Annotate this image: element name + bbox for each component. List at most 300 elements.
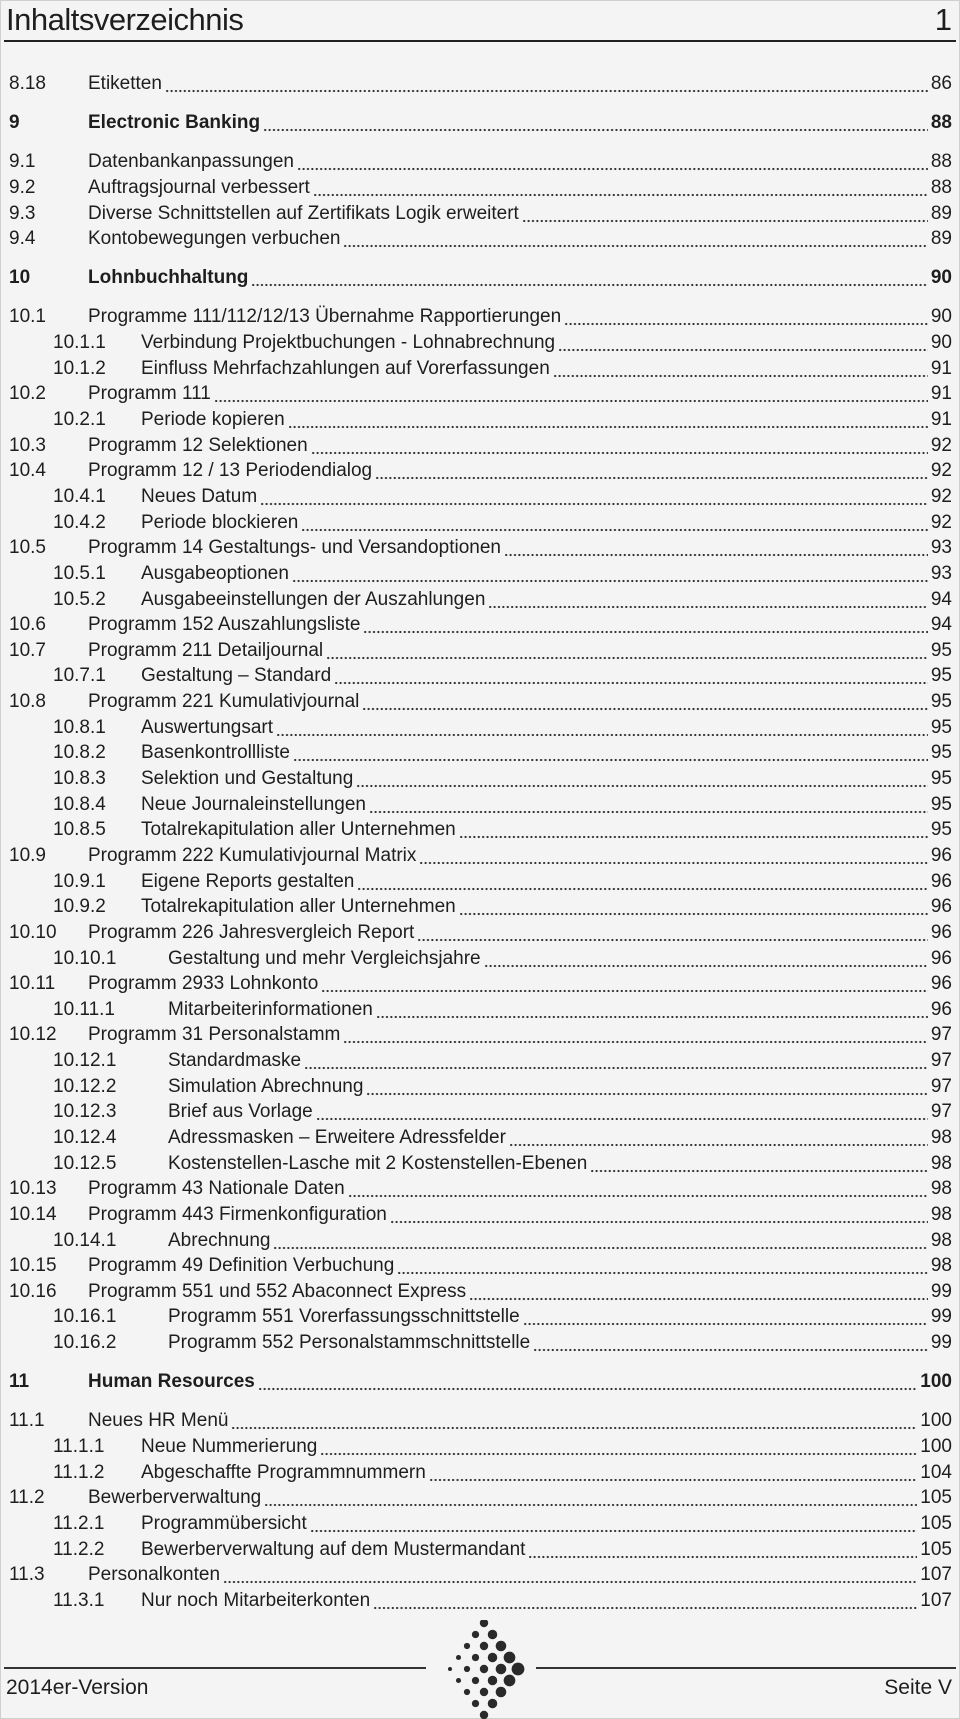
dot-leader	[469, 1279, 928, 1305]
logo-dot	[488, 1630, 498, 1640]
dot-leader	[316, 1099, 928, 1125]
toc-entry-page: 89	[930, 228, 952, 250]
toc-entry-title[interactable]: Programm 552 Personalstammschnittstelle	[168, 1332, 531, 1354]
logo-dot	[488, 1676, 498, 1686]
toc-entry-number: 10.16.2	[53, 1332, 117, 1354]
toc-entry-title[interactable]: Programm 31 Personalstamm	[88, 1024, 341, 1046]
toc-entry[interactable]	[0, 510, 960, 536]
toc-entry-page: 95	[930, 819, 952, 841]
toc-entry-number: 10.10	[9, 921, 57, 943]
toc-chapter-entry[interactable]	[0, 110, 960, 136]
logo-dot	[464, 1689, 470, 1695]
toc-entry[interactable]	[0, 1588, 960, 1614]
toc-entry-title[interactable]: Programm 49 Definition Verbuchung	[88, 1255, 395, 1277]
footer-divider-left	[4, 1667, 426, 1669]
toc-entry-page: 100	[920, 1436, 952, 1458]
toc-entry-title[interactable]: Gestaltung und mehr Vergleichsjahre	[168, 947, 481, 969]
toc-entry[interactable]	[0, 1074, 960, 1100]
toc-entry[interactable]	[0, 587, 960, 613]
toc-entry-number: 10.4	[9, 460, 46, 482]
toc-entry-page: 95	[930, 665, 952, 687]
dot-leader	[297, 149, 928, 175]
toc-entry-title[interactable]: Abrechnung	[168, 1229, 271, 1251]
toc-entry-page: 95	[930, 716, 952, 738]
toc-entry-title[interactable]: Programm 551 Vorerfassungsschnittstelle	[168, 1306, 520, 1328]
toc-entry-number: 10.3	[9, 434, 46, 456]
toc-entry-number: 9.4	[9, 228, 36, 250]
toc-entry[interactable]	[0, 946, 960, 972]
dot-leader	[522, 201, 928, 227]
toc-entry[interactable]	[0, 304, 960, 330]
dot-leader	[304, 1048, 928, 1074]
logo-dot	[472, 1631, 479, 1638]
toc-entry-title[interactable]: Ausgabeeinstellungen der Auszahlungen	[141, 588, 486, 610]
dot-leader	[373, 1588, 917, 1614]
toc-entry[interactable]	[0, 894, 960, 920]
toc-entry-number: 10.12.2	[53, 1075, 117, 1097]
toc-entry-title[interactable]: Neues HR Menü	[88, 1410, 229, 1432]
toc-entry-title[interactable]: Bewerberverwaltung auf dem Mustermandant	[141, 1538, 526, 1560]
toc-entry-title[interactable]: Ausgabeoptionen	[141, 562, 289, 584]
toc-entry-page: 104	[920, 1461, 952, 1483]
logo-dot	[504, 1652, 516, 1664]
toc-entry-page: 88	[930, 176, 952, 198]
logo-dot	[464, 1643, 470, 1649]
toc-entry-page: 86	[930, 73, 952, 94]
toc-entry-number: 11	[9, 1370, 30, 1392]
toc-entry-title[interactable]: Mitarbeiterinformationen	[168, 998, 373, 1020]
toc-entry[interactable]	[0, 638, 960, 664]
toc-entry-title[interactable]: Kostenstellen-Lasche mit 2 Kostenstellen-Ebenen	[168, 1152, 588, 1174]
dot-leader	[459, 894, 928, 920]
toc-entry-number: 10.8.2	[53, 742, 106, 764]
toc-chapter-entry[interactable]	[0, 265, 960, 291]
toc-entry-number: 10.14	[9, 1203, 57, 1225]
toc-entry-page: 95	[930, 691, 952, 713]
dot-leader	[417, 920, 928, 946]
toc-entry-number: 10.12.5	[53, 1152, 117, 1174]
toc-entry[interactable]	[0, 381, 960, 407]
toc-entry-page: 92	[930, 460, 952, 482]
toc-entry-number: 10.16.1	[53, 1306, 117, 1328]
toc-entry-title[interactable]: Simulation Abrechnung	[168, 1075, 364, 1097]
toc-entry[interactable]	[0, 1253, 960, 1279]
logo-dot	[472, 1700, 479, 1707]
toc-entry[interactable]	[0, 149, 960, 175]
toc-entry-title[interactable]: Selektion und Gestaltung	[141, 768, 354, 790]
toc-entry-page: 96	[930, 998, 952, 1020]
toc-entry-page: 91	[930, 383, 952, 405]
toc-entry[interactable]	[0, 1330, 960, 1356]
logo-dot	[480, 1711, 488, 1719]
toc-entry-number: 10.5	[9, 537, 46, 559]
toc-entry-number: 10.8.5	[53, 819, 106, 841]
toc-entry-title[interactable]: Auswertungsart	[141, 716, 274, 738]
dot-leader	[313, 175, 928, 201]
toc-entry-title[interactable]: Programme 111/112/12/13 Übernahme Rapportierungen	[88, 306, 562, 328]
toc-entry[interactable]	[0, 612, 960, 638]
toc-entry[interactable]	[0, 740, 960, 766]
toc-entry[interactable]	[0, 1279, 960, 1305]
toc-entry-title[interactable]: Diverse Schnittstellen auf Zertifikats Logik erweitert	[88, 202, 519, 224]
dot-leader	[564, 304, 928, 330]
toc-entry-number: 10.9.2	[53, 896, 106, 918]
toc-entry[interactable]	[0, 843, 960, 869]
dot-leader	[357, 869, 927, 895]
toc-entry-number: 10.16	[9, 1280, 57, 1302]
toc-entry-page: 88	[930, 111, 952, 133]
toc-entry-number: 10.1	[9, 306, 46, 328]
toc-entry-number: 10.1.1	[53, 332, 106, 354]
toc-entry-title[interactable]: Adressmasken – Erweitere Adressfelder	[168, 1126, 506, 1148]
toc-entry[interactable]	[0, 330, 960, 356]
toc-entry-number: 10.8.4	[53, 793, 106, 815]
toc-entry-title[interactable]: Verbindung Projektbuchungen - Lohnabrechnung	[141, 332, 556, 354]
dot-leader	[553, 356, 928, 382]
toc-entry[interactable]	[0, 201, 960, 227]
toc-entry[interactable]	[0, 1460, 960, 1486]
toc-entry-number: 10.4.2	[53, 511, 106, 533]
toc-entry-number: 10.5.2	[53, 588, 106, 610]
toc-entry-number: 10.14.1	[53, 1229, 117, 1251]
dot-leader	[504, 535, 928, 561]
toc-entry-page: 92	[930, 485, 952, 507]
logo-dot	[456, 1655, 461, 1660]
toc-entry-title[interactable]: Programmübersicht	[141, 1512, 307, 1534]
toc-entry-number: 10.7	[9, 639, 46, 661]
toc-entry-page: 96	[930, 973, 952, 995]
toc-entry[interactable]	[0, 356, 960, 382]
header-page-number: 1	[934, 2, 952, 37]
toc-entry-title[interactable]: Einfluss Mehrfachzahlungen auf Vorerfassungen	[141, 357, 550, 379]
dot-leader	[288, 407, 928, 433]
toc-entry[interactable]	[0, 484, 960, 510]
toc-entry[interactable]	[0, 535, 960, 561]
toc-entry-title[interactable]: Totalrekapitulation aller Unternehmen	[141, 819, 456, 841]
toc-entry[interactable]	[0, 920, 960, 946]
toc-entry[interactable]	[0, 226, 960, 252]
toc-entry[interactable]	[0, 817, 960, 843]
toc-entry-number: 8.18	[9, 73, 46, 94]
page-title: Inhaltsverzeichnis	[6, 2, 244, 37]
toc-entry-number: 11.2.2	[53, 1538, 105, 1560]
toc-entry[interactable]	[0, 1511, 960, 1537]
logo-dot	[504, 1675, 516, 1687]
toc-entry-title[interactable]: Datenbankanpassungen	[88, 151, 295, 173]
toc-entry-title[interactable]: Programm 551 und 552 Abaconnect Express	[88, 1280, 467, 1302]
toc-entry-title[interactable]: Standardmaske	[168, 1050, 302, 1072]
logo-dot	[488, 1699, 498, 1709]
toc-entry-title[interactable]: Programm 43 Nationale Daten	[88, 1178, 345, 1200]
toc-entry-number: 10.1.2	[53, 357, 106, 379]
toc-entry-number: 11.3	[9, 1564, 45, 1586]
header-divider	[4, 40, 956, 42]
toc-entry-number: 10.12.1	[53, 1050, 117, 1072]
toc-entry-page: 96	[930, 947, 952, 969]
toc-entry-title[interactable]: Basenkontrollliste	[141, 742, 290, 764]
toc-entry-title[interactable]: Human Resources	[88, 1370, 255, 1392]
dot-leader	[523, 1304, 928, 1330]
toc-entry-number: 10.8	[9, 691, 46, 713]
toc-entry-title[interactable]: Etiketten	[88, 73, 162, 94]
dot-leader	[258, 1369, 917, 1395]
dot-leader	[509, 1125, 928, 1151]
toc-entry-page: 96	[930, 896, 952, 918]
dot-leader	[223, 1562, 917, 1588]
toc-entry-page: 96	[930, 870, 952, 892]
toc-entry-page: 95	[930, 742, 952, 764]
toc-entry-title[interactable]: Neue Nummerierung	[141, 1436, 318, 1458]
toc-entry-title[interactable]: Periode kopieren	[141, 409, 285, 431]
toc-entry-title[interactable]: Programm 2933 Lohnkonto	[88, 973, 319, 995]
toc-entry-number: 10.15	[9, 1255, 57, 1277]
toc-entry[interactable]	[0, 766, 960, 792]
toc-entry-page: 91	[930, 357, 952, 379]
toc-entry-title[interactable]: Gestaltung – Standard	[141, 665, 332, 687]
toc-entry[interactable]	[0, 1434, 960, 1460]
toc-entry[interactable]	[0, 1048, 960, 1074]
toc-entry[interactable]	[0, 1099, 960, 1125]
dot-leader	[165, 71, 928, 97]
dot-leader	[214, 381, 928, 407]
toc-entry-page: 95	[930, 768, 952, 790]
dot-leader	[348, 1176, 928, 1202]
toc-entry[interactable]	[0, 1022, 960, 1048]
toc-entry[interactable]	[0, 1151, 960, 1177]
toc-entry[interactable]	[0, 1485, 960, 1511]
toc-entry-page: 96	[930, 844, 952, 866]
logo-dot	[480, 1620, 488, 1627]
dot-leader	[356, 766, 928, 792]
toc-entry-number: 10.11	[9, 973, 56, 995]
toc-entry-number: 10.9.1	[53, 870, 106, 892]
dot-leader	[484, 946, 928, 972]
toc-entry-title[interactable]: Programm 12 / 13 Periodendialog	[88, 460, 373, 482]
toc-entry-title[interactable]: Totalrekapitulation aller Unternehmen	[141, 896, 456, 918]
toc-entry-page: 100	[920, 1370, 952, 1392]
toc-entry-page: 99	[930, 1306, 952, 1328]
dot-leader	[263, 110, 928, 136]
toc-entry[interactable]	[0, 971, 960, 997]
table-of-contents	[0, 71, 960, 1614]
toc-entry-title[interactable]: Programm 226 Jahresvergleich Report	[88, 921, 415, 943]
toc-entry-number: 9	[9, 111, 20, 133]
toc-entry-page: 105	[920, 1512, 952, 1534]
toc-entry-page: 95	[930, 793, 952, 815]
toc-entry-page: 107	[920, 1589, 952, 1611]
dot-leader	[366, 1074, 927, 1100]
toc-entry-page: 90	[930, 266, 952, 288]
dot-leader	[419, 843, 927, 869]
toc-entry-number: 10.12.4	[53, 1126, 117, 1148]
toc-entry-page: 97	[930, 1050, 952, 1072]
toc-entry-title[interactable]: Periode blockieren	[141, 511, 299, 533]
toc-entry[interactable]	[0, 1408, 960, 1434]
logo-dot	[496, 1664, 507, 1675]
toc-entry-number: 10.5.1	[53, 562, 106, 584]
dot-leader	[343, 226, 927, 252]
toc-chapter-entry[interactable]	[0, 1369, 960, 1395]
toc-entry-title[interactable]: Programm 12 Selektionen	[88, 434, 308, 456]
toc-entry-number: 10.6	[9, 614, 46, 636]
toc-entry-page: 97	[930, 1075, 952, 1097]
toc-entry[interactable]	[0, 1176, 960, 1202]
toc-entry-number: 10.12	[9, 1024, 57, 1046]
dot-leader	[375, 458, 928, 484]
toc-entry[interactable]	[0, 715, 960, 741]
toc-entry-number: 11.2	[9, 1487, 45, 1509]
toc-entry-page: 98	[930, 1255, 952, 1277]
toc-entry-number: 11.1.1	[53, 1436, 105, 1458]
toc-entry-page: 88	[930, 151, 952, 173]
dot-leader	[369, 792, 928, 818]
toc-entry-page: 94	[930, 614, 952, 636]
toc-entry-title[interactable]: Bewerberverwaltung	[88, 1487, 262, 1509]
toc-entry-number: 11.1	[9, 1410, 45, 1432]
toc-entry-page: 92	[930, 511, 952, 533]
dot-leader	[397, 1253, 928, 1279]
logo-dot	[472, 1654, 479, 1661]
dot-leader	[264, 1485, 917, 1511]
footer-divider-right	[536, 1667, 956, 1669]
dot-leader	[429, 1460, 918, 1486]
toc-entry-number: 10.4.1	[53, 485, 106, 507]
logo-dot	[456, 1678, 461, 1683]
toc-entry[interactable]	[0, 1202, 960, 1228]
toc-entry-number: 11.3.1	[53, 1589, 105, 1611]
toc-entry-number: 10.8.3	[53, 768, 106, 790]
toc-entry-page: 91	[930, 409, 952, 431]
toc-entry-title[interactable]: Nur noch Mitarbeiterkonten	[141, 1589, 371, 1611]
toc-entry[interactable]	[0, 1537, 960, 1563]
dot-leader	[293, 740, 928, 766]
toc-entry-page: 94	[930, 588, 952, 610]
toc-entry-page: 95	[930, 639, 952, 661]
dot-leader	[528, 1537, 917, 1563]
toc-entry-page: 98	[930, 1203, 952, 1225]
toc-entry-page: 97	[930, 1024, 952, 1046]
toc-entry-page: 90	[930, 306, 952, 328]
dot-leader	[558, 330, 928, 356]
toc-entry-number: 11.2.1	[53, 1512, 105, 1534]
toc-entry-title[interactable]: Brief aus Vorlage	[168, 1101, 313, 1123]
logo-dot	[512, 1663, 525, 1676]
toc-entry-number: 9.1	[9, 151, 36, 173]
toc-entry-number: 9.2	[9, 176, 36, 198]
toc-entry-page: 97	[930, 1101, 952, 1123]
toc-entry-title[interactable]: Programm 111	[88, 383, 211, 405]
toc-entry[interactable]	[0, 458, 960, 484]
logo-dot	[464, 1666, 470, 1672]
toc-entry-number: 10.10.1	[53, 947, 117, 969]
toc-entry-page: 98	[930, 1178, 952, 1200]
toc-entry-number: 10.12.3	[53, 1101, 117, 1123]
toc-entry-page: 90	[930, 332, 952, 354]
toc-entry[interactable]	[0, 1562, 960, 1588]
dot-leader	[251, 265, 927, 291]
toc-entry[interactable]	[0, 997, 960, 1023]
toc-entry-number: 10.11.1	[53, 998, 115, 1020]
dot-leader	[363, 612, 927, 638]
toc-entry-title[interactable]: Neues Datum	[141, 485, 258, 507]
footer-page-label: Seite V	[884, 1676, 952, 1699]
toc-entry[interactable]	[0, 1125, 960, 1151]
toc-entry-page: 93	[930, 537, 952, 559]
toc-entry-page: 99	[930, 1332, 952, 1354]
toc-entry-title[interactable]: Neue Journaleinstellungen	[141, 793, 366, 815]
dot-leader	[488, 587, 927, 613]
toc-entry-title[interactable]: Programm 211 Detailjournal	[88, 639, 324, 661]
toc-entry[interactable]	[0, 869, 960, 895]
toc-entry-title[interactable]: Kontobewegungen verbuchen	[88, 228, 341, 250]
toc-entry-title[interactable]: Programm 221 Kumulativjournal	[88, 691, 360, 713]
toc-entry[interactable]	[0, 663, 960, 689]
dot-leader	[301, 510, 927, 536]
dot-leader	[321, 971, 928, 997]
toc-entry[interactable]	[0, 561, 960, 587]
dot-leader	[390, 1202, 928, 1228]
toc-entry-number: 10.2	[9, 383, 46, 405]
toc-entry-page: 98	[930, 1126, 952, 1148]
toc-entry-page: 89	[930, 202, 952, 224]
dot-leader	[292, 561, 928, 587]
toc-entry-title[interactable]: Abgeschaffte Programmnummern	[141, 1461, 426, 1483]
dot-leader	[362, 689, 927, 715]
logo-dot	[480, 1688, 488, 1696]
toc-entry-title[interactable]: Programm 14 Gestaltungs- und Versandoptionen	[88, 537, 501, 559]
toc-entry-page: 98	[930, 1229, 952, 1251]
logo-dot	[488, 1653, 498, 1663]
logo-dot	[496, 1687, 507, 1698]
toc-entry-title[interactable]: Auftragsjournal verbessert	[88, 176, 310, 198]
toc-entry[interactable]	[0, 175, 960, 201]
toc-entry-number: 9.3	[9, 202, 36, 224]
dot-leader	[231, 1408, 917, 1434]
toc-entry-title[interactable]: Programm 222 Kumulativjournal Matrix	[88, 844, 417, 866]
footer-version: 2014er-Version	[6, 1676, 149, 1699]
toc-entry[interactable]	[0, 407, 960, 433]
toc-entry[interactable]	[0, 689, 960, 715]
logo-dot	[480, 1665, 488, 1673]
toc-entry[interactable]	[0, 433, 960, 459]
dot-leader	[273, 1228, 927, 1254]
dot-leader	[326, 638, 928, 664]
dot-leader	[260, 484, 928, 510]
toc-entry[interactable]	[0, 71, 960, 97]
logo-dot	[496, 1641, 507, 1652]
toc-entry-title[interactable]: Programm 152 Auszahlungsliste	[88, 614, 361, 636]
toc-entry-number: 11.1.2	[53, 1461, 105, 1483]
toc-entry[interactable]	[0, 1228, 960, 1254]
logo-dot	[472, 1677, 479, 1684]
toc-entry-number: 10.9	[9, 844, 46, 866]
dot-leader	[590, 1151, 928, 1177]
toc-entry[interactable]	[0, 792, 960, 818]
toc-entry-title[interactable]: Lohnbuchhaltung	[88, 266, 249, 288]
toc-entry-title[interactable]: Personalkonten	[88, 1564, 221, 1586]
toc-entry[interactable]	[0, 1304, 960, 1330]
toc-entry-page: 105	[920, 1538, 952, 1560]
toc-entry-title[interactable]: Electronic Banking	[88, 111, 261, 133]
toc-entry-title[interactable]: Eigene Reports gestalten	[141, 870, 355, 892]
toc-entry-title[interactable]: Programm 443 Firmenkonfiguration	[88, 1203, 387, 1225]
dot-leader	[459, 817, 928, 843]
toc-entry-page: 92	[930, 434, 952, 456]
toc-entry-number: 10.8.1	[53, 716, 106, 738]
toc-entry-page: 100	[920, 1410, 952, 1432]
toc-entry-page: 98	[930, 1152, 952, 1174]
dot-diamond-logo-icon	[436, 1620, 532, 1719]
